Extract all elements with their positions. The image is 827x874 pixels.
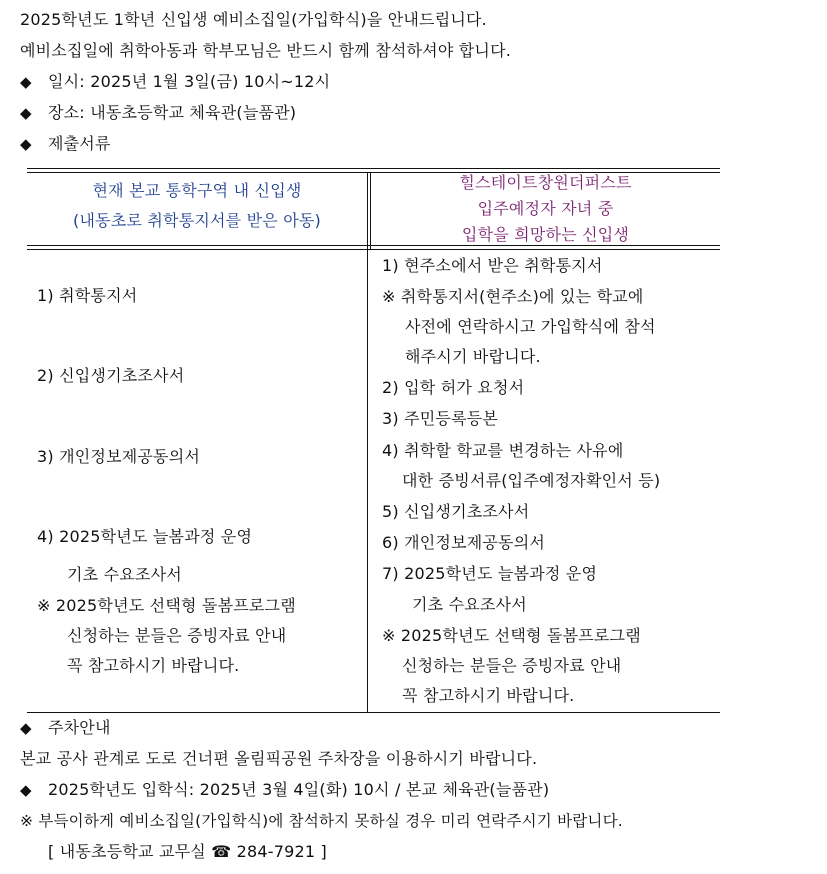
- contact-info: [ 내동초등학교 교무실 ☎ 284-7921 ]: [48, 842, 327, 861]
- header-bottom-rule-inner: [27, 249, 720, 250]
- diamond-icon: ◆: [20, 73, 32, 91]
- bullet-ceremony: [20, 780, 549, 800]
- right-item: 5) 신입생기초조사서: [382, 502, 530, 521]
- place-text: 장소: 내동초등학교 체육관(늘품관): [48, 103, 297, 122]
- right-item: 기초 수요조사서: [412, 595, 527, 614]
- left-item: ※ 2025학년도 선택형 돌봄프로그램: [37, 596, 296, 615]
- left-column-header: [27, 176, 367, 236]
- parking-text: 본교 공사 관계로 도로 건너편 올림픽공원 주차장을 이용하시기 바랍니다.: [20, 749, 538, 768]
- right-item: 2) 입학 허가 요청서: [382, 378, 525, 397]
- right-item: 신청하는 분들은 증빙자료 안내: [402, 656, 622, 675]
- table-bottom-rule: [27, 712, 720, 713]
- diamond-icon: ◆: [20, 719, 32, 737]
- right-column-header: [371, 170, 720, 248]
- right-item: 해주시기 바랍니다.: [405, 347, 541, 366]
- intro-line-1: 2025학년도 1학년 신입생 예비소집일(가입학식)을 안내드립니다.: [20, 10, 487, 29]
- left-item: 신청하는 분들은 증빙자료 안내: [67, 626, 287, 645]
- date-text: 일시: 2025년 1월 3일(금) 10시~12시: [48, 72, 331, 91]
- right-item: 사전에 연락하시고 가입학식에 참석: [405, 317, 656, 336]
- left-item: 2) 신입생기초조사서: [37, 366, 185, 385]
- right-header-line-1: 힐스테이트창원더퍼스트: [459, 173, 632, 192]
- bullet-place: [20, 103, 296, 123]
- left-item: 기초 수요조사서: [67, 565, 182, 584]
- right-item: 3) 주민등록등본: [382, 409, 499, 428]
- table-top-rule: [27, 168, 720, 169]
- right-item: 대한 증빙서류(입주예정자확인서 등): [402, 471, 661, 490]
- diamond-icon: ◆: [20, 135, 32, 153]
- intro-line-2: 예비소집일에 취학아동과 학부모님은 반드시 함께 참석하셔야 합니다.: [20, 41, 512, 60]
- left-header-line-1: 현재 본교 통학구역 내 신입생: [92, 181, 302, 200]
- right-item: 6) 개인정보제공동의서: [382, 533, 546, 552]
- diamond-icon: ◆: [20, 781, 32, 799]
- documents-text: 제출서류: [48, 134, 111, 153]
- left-header-line-2: (내동초로 취학통지서를 받은 아동): [73, 211, 321, 230]
- right-item: 4) 취학할 학교를 변경하는 사유에: [382, 441, 624, 460]
- bullet-documents: [20, 134, 111, 154]
- left-item: 1) 취학통지서: [37, 286, 138, 305]
- right-item: ※ 취학통지서(현주소)에 있는 학교에: [382, 287, 644, 306]
- right-header-line-3: 입학을 희망하는 신입생: [461, 225, 630, 244]
- bullet-parking: [20, 718, 111, 738]
- absence-notice: ※ 부득이하게 예비소집일(가입학식)에 참석하지 못하실 경우 미리 연락주시기 바랍니다.: [20, 812, 623, 830]
- right-item: 7) 2025학년도 늘봄과정 운영: [382, 564, 598, 583]
- diamond-icon: ◆: [20, 104, 32, 122]
- right-item: 꼭 참고하시기 바랍니다.: [402, 686, 575, 705]
- documents-table: [27, 168, 720, 713]
- left-item: 3) 개인정보제공동의서: [37, 447, 201, 466]
- left-item: 4) 2025학년도 늘봄과정 운영: [37, 527, 253, 546]
- parking-title: 주차안내: [48, 718, 111, 737]
- right-item: ※ 2025학년도 선택형 돌봄프로그램: [382, 626, 641, 645]
- left-item: 꼭 참고하시기 바랍니다.: [67, 656, 240, 675]
- column-divider: [367, 172, 368, 712]
- right-item: 1) 현주소에서 받은 취학통지서: [382, 256, 603, 275]
- ceremony-text: 2025학년도 입학식: 2025년 3월 4일(화) 10시 / 본교 체육관(늘품관): [48, 780, 550, 799]
- bullet-date: [20, 72, 330, 92]
- right-header-line-2: 입주예정자 자녀 중: [477, 199, 614, 218]
